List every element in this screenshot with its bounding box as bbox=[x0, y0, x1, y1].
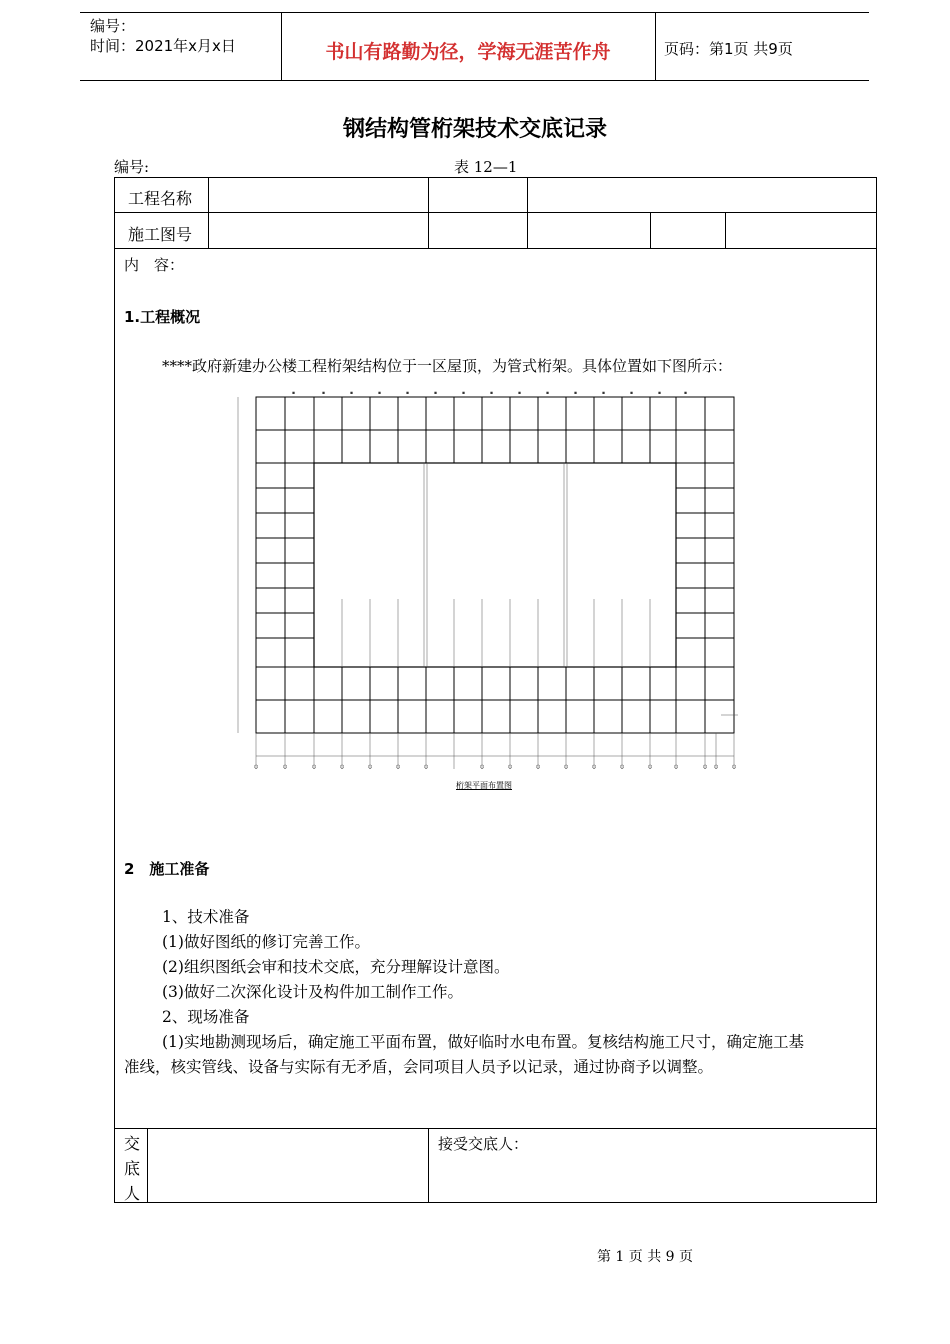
svg-text:○: ○ bbox=[703, 764, 708, 770]
line-tech-prep: 1、技术准备 bbox=[162, 908, 250, 926]
svg-text:▪: ▪ bbox=[574, 391, 578, 396]
section1-text: ****政府新建办公楼工程桁架结构位于一区屋顶，为管式桁架。具体位置如下图所示： bbox=[162, 357, 733, 375]
svg-text:○: ○ bbox=[714, 764, 719, 770]
svg-text:○: ○ bbox=[340, 764, 345, 770]
line-1: (1)做好图纸的修订完善工作。 bbox=[162, 933, 370, 951]
svg-text:▪: ▪ bbox=[434, 391, 438, 396]
handover-char-2: 底 bbox=[124, 1159, 141, 1178]
footer-page: 第 1 页 共 9 页 bbox=[596, 1249, 694, 1265]
svg-text:○: ○ bbox=[648, 764, 653, 770]
svg-text:○: ○ bbox=[508, 764, 513, 770]
receiver-label: 接受交底人： bbox=[438, 1135, 529, 1153]
svg-text:▪: ▪ bbox=[518, 391, 522, 396]
section1-title: 1.工程概况 bbox=[124, 308, 201, 326]
document-title: 钢结构管桁架技术交底记录 bbox=[342, 117, 607, 142]
header-time: 时间：2021年x月x日 bbox=[90, 37, 236, 55]
drawing-no-label: 施工图号 bbox=[128, 225, 193, 244]
svg-text:○: ○ bbox=[620, 764, 625, 770]
line-2: (2)组织图纸会审和技术交底，充分理解设计意图。 bbox=[162, 958, 510, 976]
svg-text:○: ○ bbox=[732, 764, 737, 770]
line-3: (3)做好二次深化设计及构件加工制作工作。 bbox=[162, 983, 463, 1001]
content-label: 内 容： bbox=[124, 256, 185, 274]
svg-text:▪: ▪ bbox=[546, 391, 550, 396]
svg-text:▪: ▪ bbox=[630, 391, 634, 396]
svg-text:▪: ▪ bbox=[322, 391, 326, 396]
svg-text:○: ○ bbox=[564, 764, 569, 770]
truss-plan-drawing bbox=[226, 384, 746, 802]
svg-text:○: ○ bbox=[312, 764, 317, 770]
svg-text:▪: ▪ bbox=[462, 391, 466, 396]
line-site-prep: 2、现场准备 bbox=[162, 1008, 250, 1026]
drawing-caption: 桁架平面布置图 bbox=[456, 781, 512, 790]
svg-text:▪: ▪ bbox=[658, 391, 662, 396]
paragraph-line-2: 准线，核实管线、设备与实际有无矛盾，会同项目人员予以记录，通过协商予以调整。 bbox=[124, 1058, 714, 1076]
svg-text:○: ○ bbox=[254, 764, 259, 770]
svg-text:○: ○ bbox=[480, 764, 485, 770]
header-page-number: 页码：第1页 共9页 bbox=[664, 40, 793, 58]
svg-text:▪: ▪ bbox=[350, 391, 354, 396]
header-number-label: 编号： bbox=[90, 17, 136, 35]
table-code: 表 12—1 bbox=[454, 158, 518, 176]
svg-text:○: ○ bbox=[424, 764, 429, 770]
svg-text:▪: ▪ bbox=[378, 391, 382, 396]
header-motto: 书山有路勤为径，学海无涯苦作舟 bbox=[325, 41, 611, 63]
svg-text:▪: ▪ bbox=[490, 391, 494, 396]
svg-text:○: ○ bbox=[368, 764, 373, 770]
project-name-label: 工程名称 bbox=[128, 189, 193, 208]
handover-char-1: 交 bbox=[124, 1134, 141, 1153]
svg-text:○: ○ bbox=[396, 764, 401, 770]
handover-char-3: 人 bbox=[124, 1184, 141, 1203]
svg-text:○: ○ bbox=[536, 764, 541, 770]
section2-title: 2 施工准备 bbox=[124, 860, 210, 878]
svg-text:○: ○ bbox=[674, 764, 679, 770]
svg-text:▪: ▪ bbox=[406, 391, 410, 396]
svg-text:▪: ▪ bbox=[602, 391, 606, 396]
svg-text:▪: ▪ bbox=[292, 391, 296, 396]
paragraph-line-1: (1)实地勘测现场后，确定施工平面布置，做好临时水电布置。复核结构施工尺寸，确定施工基 bbox=[162, 1033, 804, 1051]
svg-text:▪: ▪ bbox=[684, 391, 688, 396]
doc-number-label: 编号: bbox=[114, 158, 150, 176]
svg-text:○: ○ bbox=[283, 764, 288, 770]
svg-text:○: ○ bbox=[592, 764, 597, 770]
